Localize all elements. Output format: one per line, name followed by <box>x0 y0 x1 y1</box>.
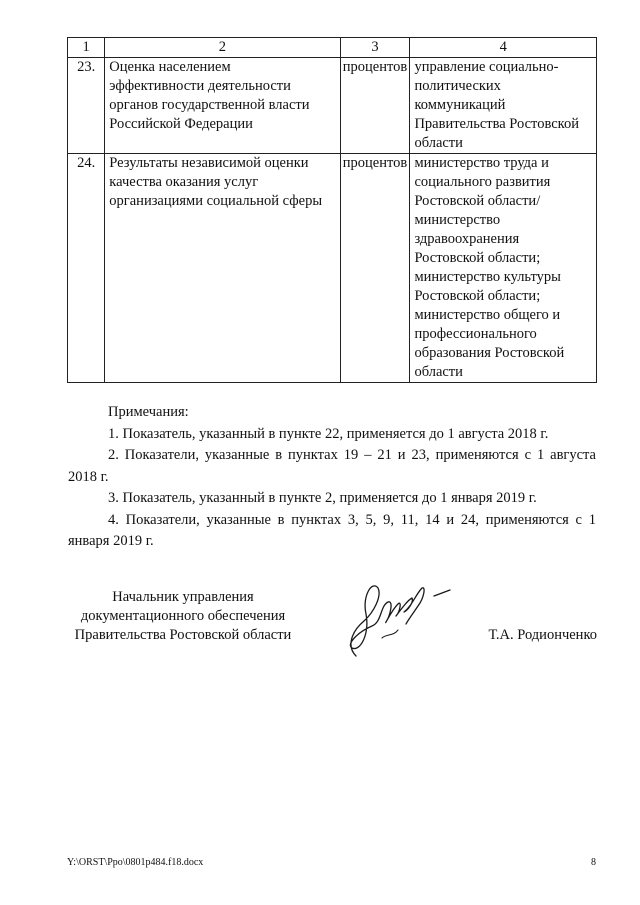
row-number: 23. <box>68 58 105 154</box>
unit-cell: процентов <box>340 58 410 154</box>
unit-cell: процентов <box>340 154 410 383</box>
signature-block <box>67 588 597 668</box>
table-header-row <box>68 38 597 58</box>
note-item: 3. Показатель, указанный в пункте 2, применяется до 1 января 2019 г. <box>108 490 537 506</box>
table-row <box>68 154 597 383</box>
header-cell: 2 <box>105 38 340 58</box>
note-item: 2. Показатели, указанные в пунктах 19 – 21 и 23, применяются с 1 августа 2018 г. <box>68 447 596 485</box>
responsible-cell: министерство труда и социального развития Ростовской области/ министерство здравоохранения Ростовской области; министерство культуры Ростовской области; министерство общего и профессионального образования Ростовской области <box>410 154 597 383</box>
note-item: 4. Показатели, указанные в пунктах 3, 5, 9, 11, 14 и 24, применяются с 1 января 2019 г. <box>68 511 596 549</box>
row-number: 24. <box>68 154 105 383</box>
header-cell: 1 <box>68 38 105 58</box>
header-cell: 3 <box>340 38 410 58</box>
indicator-cell: Оценка населением эффективности деятельности органов государственной власти Российской Федерации <box>105 58 340 154</box>
indicator-cell: Результаты независимой оценки качества оказания услуг организациями социальной сферы <box>105 154 340 383</box>
table-row <box>68 58 597 154</box>
signatory-position: Начальник управления документационного обеспечения Правительства Ростовской области <box>74 589 292 643</box>
note-item: 1. Показатель, указанный в пункте 22, применяется до 1 августа 2018 г. <box>108 425 549 442</box>
handwritten-signature <box>342 576 462 661</box>
notes-section <box>68 402 596 553</box>
indicators-table <box>67 37 597 383</box>
footer-file-path: Y:\ORST\Ppo\0801p484.f18.docx <box>67 857 204 868</box>
header-cell: 4 <box>410 38 597 58</box>
signatory-name: Т.А. Родионченко <box>488 627 597 643</box>
page-number: 8 <box>591 857 596 868</box>
responsible-cell: управление социально- политических коммуникаций Правительства Ростовской области <box>410 58 597 154</box>
notes-title: Примечания: <box>108 404 189 420</box>
